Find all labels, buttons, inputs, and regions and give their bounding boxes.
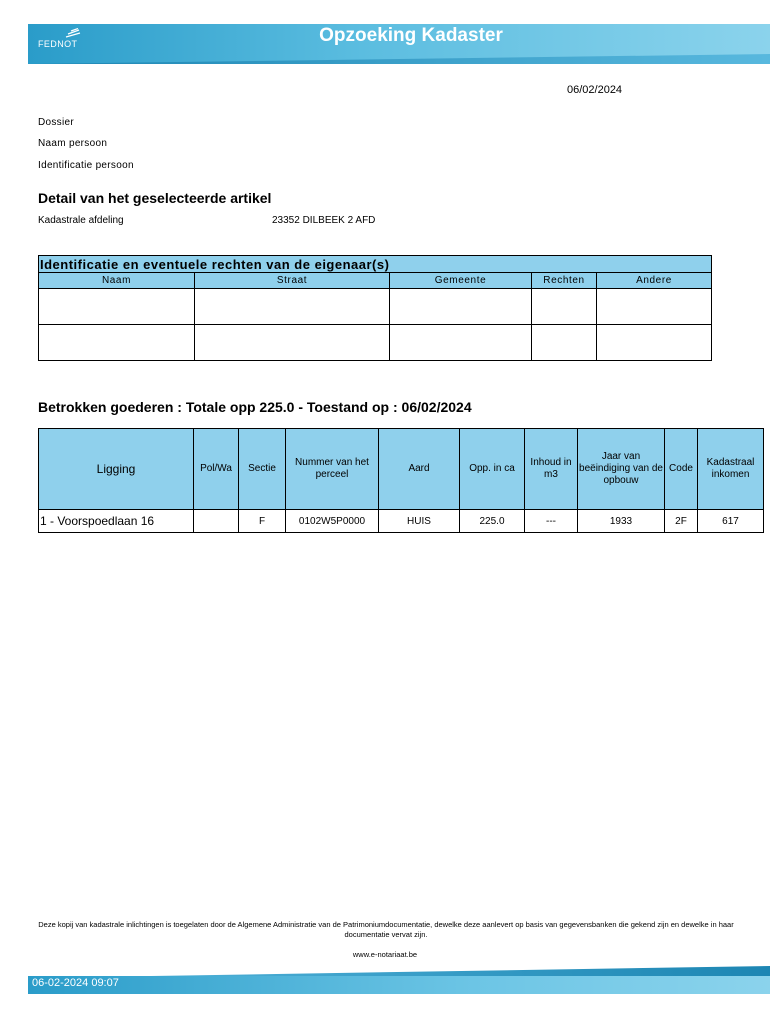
- footer-link[interactable]: www.e-notariaat.be: [352, 950, 418, 959]
- owners-cell: [532, 289, 597, 325]
- footer-bar: [28, 976, 770, 994]
- kadastrale-afdeling-label: Kadastrale afdeling: [38, 215, 124, 226]
- document-date: 06/02/2024: [567, 84, 623, 96]
- owners-cell: [390, 325, 532, 361]
- goods-cell-inhoud: ---: [525, 510, 578, 533]
- page-title: Opzoeking Kadaster: [319, 25, 503, 46]
- naam-persoon-label: Naam persoon: [38, 138, 108, 149]
- goods-header-jaar: Jaar van beëindiging van de opbouw: [578, 429, 665, 510]
- goods-cell-aard: HUIS: [379, 510, 460, 533]
- goods-header-polwa: Pol/Wa: [194, 429, 239, 510]
- goods-header-inkomen: Kadastraal inkomen: [698, 429, 764, 510]
- owners-header-straat: Straat: [195, 273, 390, 289]
- goods-header-aard: Aard: [379, 429, 460, 510]
- footer-timestamp: 06-02-2024 09:07: [32, 977, 119, 989]
- detail-heading: Detail van het geselecteerde artikel: [38, 190, 272, 206]
- goods-heading: Betrokken goederen : Totale opp 225.0 - Toestand op : 06/02/2024: [38, 399, 472, 415]
- owners-header-rechten: Rechten: [532, 273, 597, 289]
- goods-header-nummer: Nummer van het perceel: [286, 429, 379, 510]
- table-row: [39, 510, 764, 533]
- owners-caption: Identificatie en eventuele rechten van de eigenaar(s): [39, 256, 712, 273]
- owners-cell: [39, 289, 195, 325]
- table-row: [39, 289, 712, 325]
- goods-cell-sectie: F: [239, 510, 286, 533]
- footnote: Deze kopij van kadastrale inlichtingen is toegelaten door de Algemene Administratie van de Patrimoniumdocumentatie, dewelke deze aanlevert op basis van gegevensbanken die gekend zijn en dewelke in haar documentatie vervat zijn.: [38, 920, 734, 939]
- dossier-label: Dossier: [38, 117, 74, 128]
- owners-header-gemeente: Gemeente: [390, 273, 532, 289]
- owners-cell: [532, 325, 597, 361]
- owners-cell: [195, 289, 390, 325]
- goods-header-code: Code: [665, 429, 698, 510]
- goods-cell-jaar: 1933: [578, 510, 665, 533]
- goods-cell-code: 2F: [665, 510, 698, 533]
- owners-table: [38, 255, 712, 361]
- goods-header-inhoud: Inhoud in m3: [525, 429, 578, 510]
- goods-cell-opp: 225.0: [460, 510, 525, 533]
- owners-cell: [597, 289, 712, 325]
- goods-header-sectie: Sectie: [239, 429, 286, 510]
- goods-header-ligging: Ligging: [39, 429, 194, 510]
- fednot-logo: FEDNOT: [38, 39, 78, 49]
- table-row: [39, 325, 712, 361]
- owners-header-naam: Naam: [39, 273, 195, 289]
- goods-header-opp: Opp. in ca: [460, 429, 525, 510]
- owners-cell: [39, 325, 195, 361]
- goods-cell-inkomen: 617: [698, 510, 764, 533]
- owners-cell: [597, 325, 712, 361]
- owners-cell: [195, 325, 390, 361]
- goods-cell-polwa: [194, 510, 239, 533]
- owners-header-andere: Andere: [597, 273, 712, 289]
- goods-table: [38, 428, 764, 533]
- goods-cell-ligging: 1 - Voorspoedlaan 16: [39, 510, 194, 533]
- goods-cell-nummer: 0102W5P0000: [286, 510, 379, 533]
- identificatie-persoon-label: Identificatie persoon: [38, 160, 134, 171]
- kadastrale-afdeling-value: 23352 DILBEEK 2 AFD: [272, 215, 376, 226]
- owners-cell: [390, 289, 532, 325]
